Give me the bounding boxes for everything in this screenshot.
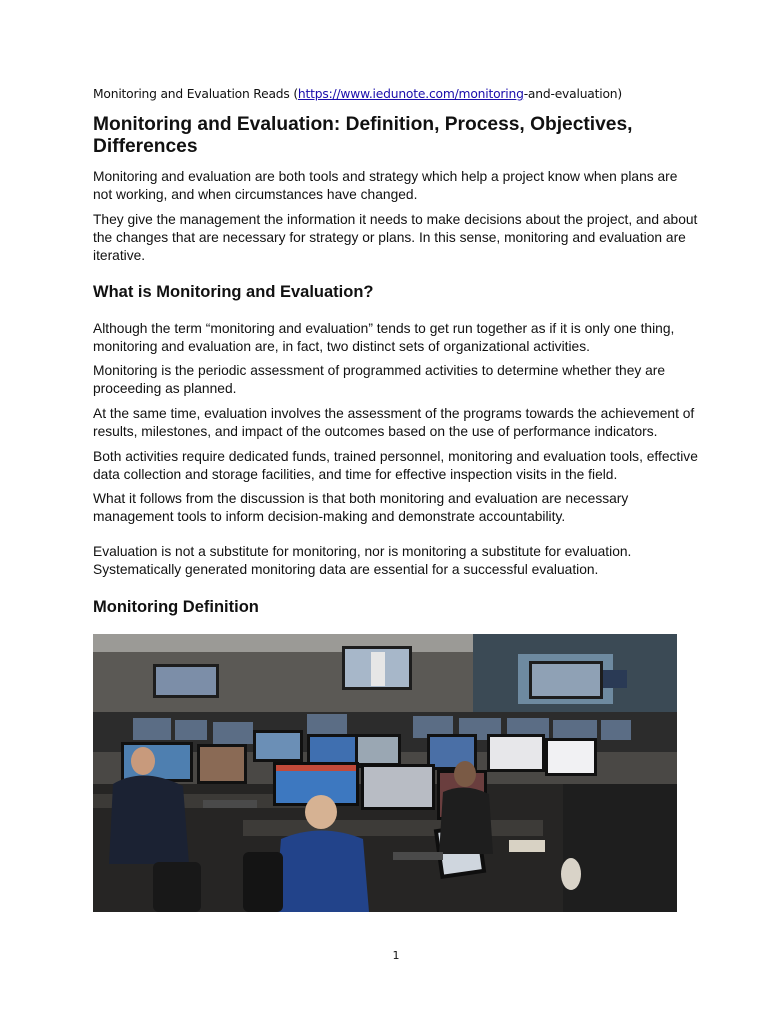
section-heading-what-is: What is Monitoring and Evaluation? [93, 283, 374, 301]
section-heading-monitoring-definition: Monitoring Definition [93, 598, 259, 616]
source-suffix: -and-evaluation) [523, 87, 622, 101]
body-paragraph-5: What it follows from the discussion is that both monitoring and evaluation are necessary management tools to inform decision-making and demonstrate accountability. [93, 491, 629, 524]
intro-paragraph-2: They give the management the information it needs to make decisions about the project, and about the changes that are necessary for strategy or plans. In this sense, monitoring and evaluation are iterative. [93, 212, 698, 263]
source-line [93, 87, 699, 101]
body-paragraph-1: Although the term “monitoring and evaluation” tends to get run together as if it is only one thing, monitoring and evaluation are, in fact, two distinct sets of organizational activities. [93, 321, 675, 354]
body-paragraph-4: Both activities require dedicated funds, trained personnel, monitoring and evaluation tools, effective data collection and storage facilities, and time for effective inspection visits in the field. [93, 449, 698, 482]
source-prefix: Monitoring and Evaluation Reads ( [93, 87, 298, 101]
page-title: Monitoring and Evaluation: Definition, Process, Objectives, Differences [93, 114, 633, 157]
control-room-photo [93, 634, 677, 912]
body-paragraph-2: Monitoring is the periodic assessment of programmed activities to determine whether they are proceeding as planned. [93, 363, 666, 396]
body-paragraph-3: At the same time, evaluation involves the assessment of the programs towards the achievement of results, milestones, and impact of the outcomes based on the use of performance indicators. [93, 406, 695, 439]
intro-paragraph-1: Monitoring and evaluation are both tools and strategy which help a project know when plans are not working, and when circumstances have changed. [93, 169, 678, 202]
body-paragraph-6: Evaluation is not a substitute for monitoring, nor is monitoring a substitute for evaluation. Systematically generated monitoring data are essential for a successful evaluation. [93, 544, 632, 577]
source-link[interactable]: https://www.iedunote.com/monitoring [297, 87, 524, 101]
page-number: 1 [392, 949, 400, 962]
